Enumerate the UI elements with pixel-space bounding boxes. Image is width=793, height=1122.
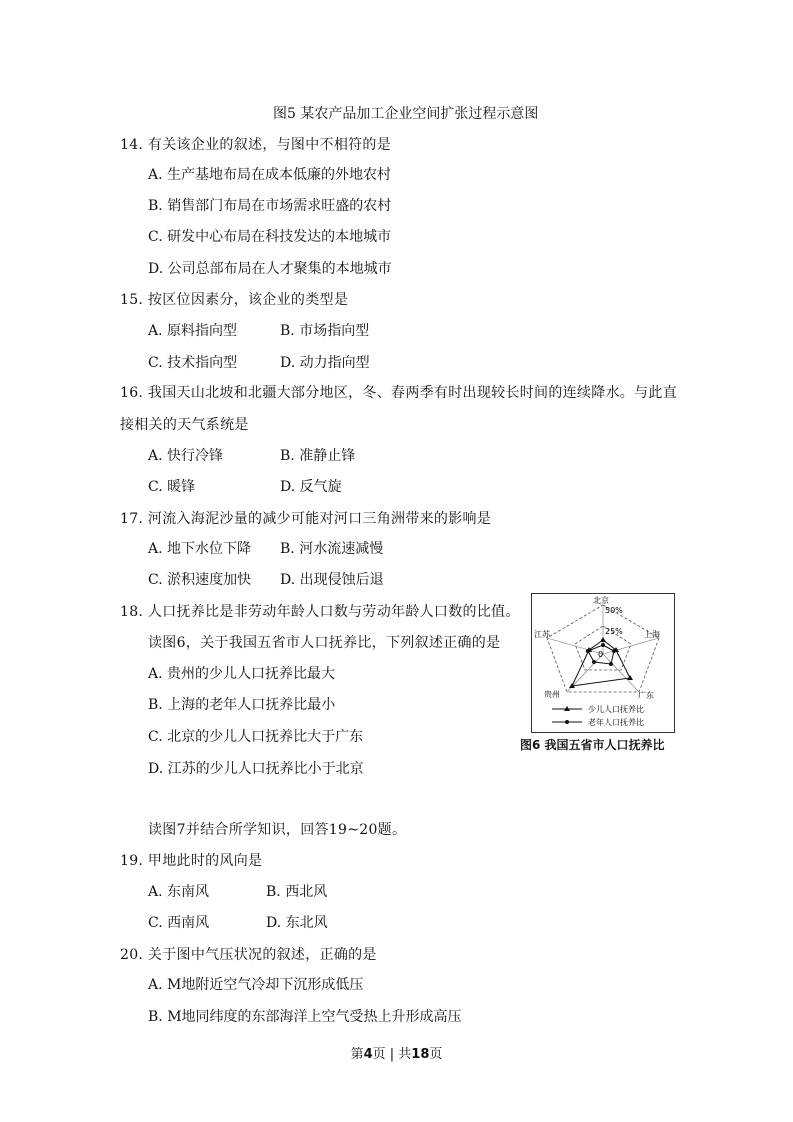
elderly-marker-shanghai (612, 649, 616, 653)
tick-0: 0 (598, 650, 604, 659)
q14-stem: 14. 有关该企业的叙述，与图中不相符的是 (120, 137, 392, 153)
child-marker-beijing (600, 637, 606, 642)
q18-option-d: D. 江苏的少儿人口抚养比小于北京 (148, 761, 364, 777)
child-marker-guangdong (627, 675, 633, 680)
q14-option-b: B. 销售部门布局在市场需求旺盛的农村 (148, 198, 392, 214)
q15-option-a: A. 原料指向型 (148, 323, 238, 339)
q19-option-d: D. 东北风 (266, 915, 328, 931)
q15-stem: 15. 按区位因素分，该企业的类型是 (120, 292, 349, 308)
footer-suffix: 页 (429, 1047, 443, 1062)
q18-stem-line2: 读图6，关于我国五省市人口抚养比，下列叙述正确的是 (148, 635, 501, 651)
q15-option-c: C. 技术指向型 (148, 355, 238, 371)
tick-50: 50% (605, 606, 623, 615)
q17-option-c: C. 淤积速度加快 (148, 572, 252, 588)
q18-option-c: C. 北京的少儿人口抚养比大于广东 (148, 729, 364, 745)
q18-option-a: A. 贵州的少儿人口抚养比最大 (148, 666, 336, 682)
q17-option-d: D. 出现侵蚀后退 (280, 572, 384, 588)
q19-stem: 19. 甲地此时的风向是 (120, 853, 263, 869)
label-guizhou: 贵州 (544, 690, 560, 699)
tick-25: 25% (605, 627, 623, 636)
label-guangdong: 广东 (638, 691, 654, 700)
q19-option-a: A. 东南风 (148, 884, 210, 900)
q16-stem-line1: 16. 我国天山北坡和北疆大部分地区，冬、春两季有时出现较长时间的连续降水。与此直 (120, 385, 678, 401)
page-footer (0, 1043, 793, 1062)
footer-mid: 页 | 共 (372, 1047, 412, 1062)
elderly-marker-guangdong (609, 662, 613, 666)
q16-stem-line2: 接相关的天气系统是 (120, 417, 249, 433)
fig6-caption: 图6 我国五省市人口抚养比 (520, 738, 665, 752)
q17-option-a: A. 地下水位下降 (148, 541, 252, 557)
label-jiangsu: 江苏 (534, 630, 550, 639)
q16-option-a: A. 快行冷锋 (148, 448, 224, 464)
q19-20-intro: 读图7并结合所学知识，回答19~20题。 (148, 822, 407, 838)
elderly-marker-jiangsu (586, 649, 590, 653)
q17-option-b: B. 河水流速减慢 (280, 541, 384, 557)
q19-option-c: C. 西南风 (148, 915, 210, 931)
label-beijing: 北京 (593, 596, 609, 605)
q17-stem: 17. 河流入海泥沙量的减少可能对河口三角洲带来的影响是 (120, 511, 492, 527)
fig6-radar-chart (531, 593, 675, 733)
legend-elderly-label: 老年人口抚养比 (588, 718, 644, 727)
q20-stem: 20. 关于图中气压状况的叙述，正确的是 (120, 947, 377, 963)
q16-option-c: C. 暖锋 (148, 479, 196, 495)
legend-child-label: 少儿人口抚养比 (588, 705, 644, 714)
q14-option-c: C. 研发中心布局在科技发达的本地城市 (148, 229, 392, 245)
footer-total-pages: 18 (411, 1047, 430, 1062)
q15-option-b: B. 市场指向型 (280, 323, 370, 339)
q16-option-b: B. 准静止锋 (280, 448, 356, 464)
elderly-marker-beijing (601, 643, 605, 647)
fig5-caption: 图5 某农产品加工企业空间扩张过程示意图 (273, 106, 539, 122)
elderly-marker-guizhou (592, 660, 596, 664)
q14-option-d: D. 公司总部布局在人才聚集的本地城市 (148, 261, 392, 277)
label-shanghai: 上海 (644, 630, 660, 639)
q19-option-b: B. 西北风 (266, 884, 328, 900)
q15-option-d: D. 动力指向型 (280, 355, 370, 371)
legend-elderly-marker (565, 720, 569, 724)
q14-option-a: A. 生产基地布局在成本低廉的外地农村 (148, 167, 392, 183)
footer-prefix: 第 (350, 1047, 364, 1062)
q18-option-b: B. 上海的老年人口抚养比最小 (148, 697, 336, 713)
footer-page-number: 4 (363, 1047, 373, 1062)
q20-option-a: A. M地附近空气冷却下沉形成低压 (148, 977, 364, 993)
q18-stem-line1: 18. 人口抚养比是非劳动年龄人口数与劳动年龄人口数的比值。 (120, 604, 520, 620)
q16-option-d: D. 反气旋 (280, 479, 342, 495)
q20-option-b: B. M地同纬度的东部海洋上空气受热上升形成高压 (148, 1009, 462, 1025)
